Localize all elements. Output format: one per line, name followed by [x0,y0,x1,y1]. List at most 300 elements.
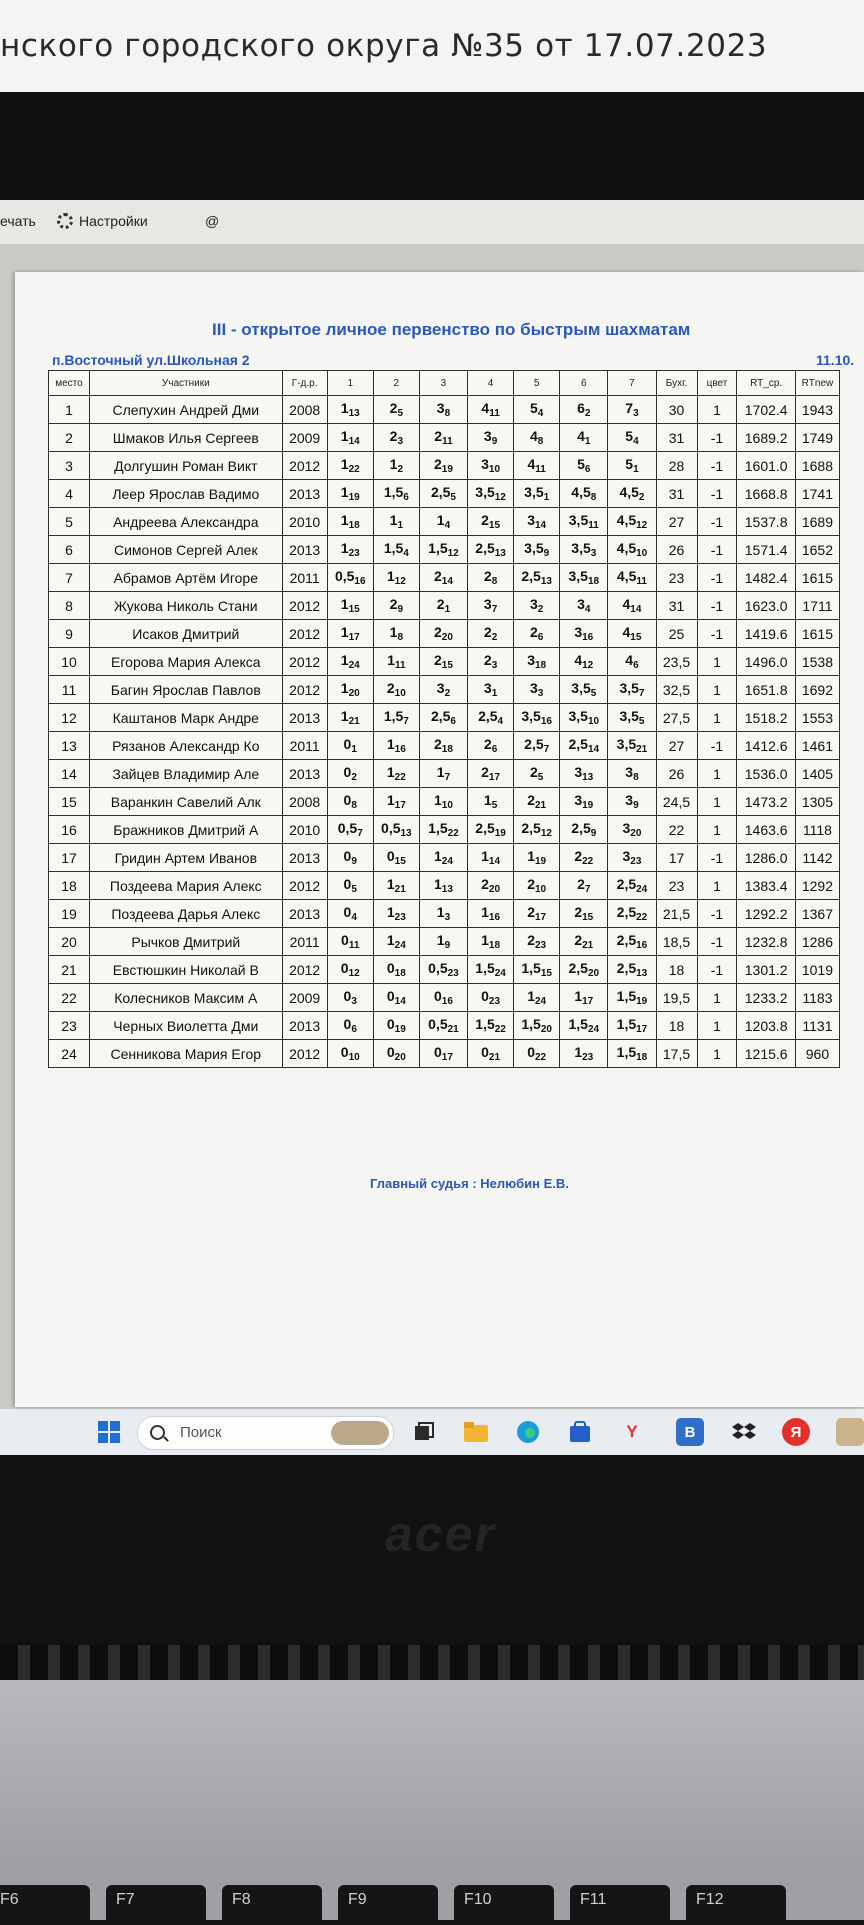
round-score: 5 [577,456,585,472]
round-result [560,704,608,732]
buchholz: 22 [656,816,697,844]
round-result [468,508,514,536]
opponent-number: 15 [582,912,594,923]
round-score: 0 [527,1044,535,1060]
round-score: 1,5 [521,960,541,976]
header-cell: 3 [419,371,467,396]
round-result [373,592,419,620]
round-result [608,816,656,844]
header-cell: RTnew [795,371,839,396]
opponent-number: 20 [441,632,453,643]
round-score: 4,5 [616,568,637,584]
chief-judge: Главный судья : Нелюбин Е.В. [370,1176,569,1191]
opponent-number: 11 [489,408,500,419]
round-result [468,1012,514,1040]
opponent-number: 23 [535,940,547,951]
birth-year: 2012 [282,956,327,984]
header-cell: 4 [468,371,514,396]
opponent-number: 18 [587,576,600,587]
round-result [560,648,608,676]
at-icon[interactable]: @ [205,213,220,229]
opponent-number: 16 [394,744,406,755]
edge-browser-icon[interactable] [514,1418,542,1446]
round-result [514,536,560,564]
opponent-number: 5 [397,408,403,419]
opponent-number: 17 [535,912,547,923]
round-score: 0 [341,932,349,948]
table-row [49,424,840,452]
round-score: 3,5 [568,512,589,528]
round-result [560,620,608,648]
participant-name: Жукова Николь Стани [89,592,282,620]
place-cell: 4 [49,480,90,508]
rating-average: 1496.0 [737,648,795,676]
place-cell: 24 [49,1040,90,1068]
opponent-number: 24 [348,660,360,671]
opponent-number: 6 [403,492,409,503]
round-result [373,1012,419,1040]
participant-name: Леер Ярослав Вадимо [89,480,282,508]
rating-average: 1482.4 [737,564,795,592]
round-result [327,648,373,676]
settings-label: Настройки [79,213,148,229]
round-result [327,508,373,536]
round-score: 1,5 [568,1016,588,1032]
round-score: 2,5 [616,932,637,948]
round-result [327,396,373,424]
round-score: 3 [527,512,535,528]
round-result [327,1012,373,1040]
round-score: 0 [343,876,352,892]
round-score: 1,5 [428,820,448,836]
opponent-number: 6 [450,716,456,727]
opponent-number: 18 [488,940,501,951]
participant-name: Рязанов Александр Ко [89,732,282,760]
taskbar-search[interactable] [137,1416,394,1450]
opponent-number: 22 [494,1024,506,1035]
opponent-number: 3 [397,436,403,447]
search-icon [150,1425,165,1440]
color-cell: 1 [697,704,737,732]
round-result [327,480,373,508]
round-score: 0 [386,960,395,976]
rating-new: 1131 [795,1012,839,1040]
birth-year: 2012 [282,872,327,900]
round-score: 2,5 [475,820,495,836]
round-result [560,452,608,480]
round-score: 0 [340,1044,349,1060]
rating-average: 1668.8 [737,480,795,508]
taskbar [0,1409,864,1455]
round-result [608,956,656,984]
round-score: 2,5 [478,708,498,724]
birth-year: 2011 [282,928,327,956]
color-cell: -1 [697,536,737,564]
birth-year: 2013 [282,480,327,508]
round-result [560,592,608,620]
rating-new: 1749 [795,424,839,452]
round-result [560,396,608,424]
place-cell: 10 [49,648,90,676]
round-result [327,620,373,648]
opponent-number: 9 [633,800,639,811]
rating-new: 1305 [795,788,839,816]
round-result [608,396,656,424]
opponent-number: 19 [494,828,506,839]
opponent-number: 14 [394,996,406,1007]
dropbox-icon[interactable] [730,1418,758,1446]
table-row [49,1012,840,1040]
buchholz: 23,5 [656,648,697,676]
opponent-number: 13 [636,968,648,979]
round-result [560,1040,608,1068]
round-result [608,564,656,592]
table-row [49,732,840,760]
round-score: 1 [481,932,489,948]
color-cell: 1 [697,816,737,844]
opponent-number: 9 [444,940,451,951]
round-result [419,704,467,732]
round-result [373,760,419,788]
opponent-number: 20 [540,1024,552,1035]
round-result [419,1012,467,1040]
round-result [419,984,467,1012]
print-button[interactable]: ечать [0,213,36,229]
color-cell: 1 [697,760,737,788]
round-score: 1 [433,848,442,864]
opponent-number: 7 [543,744,550,755]
round-result [327,928,373,956]
round-score: 1 [340,652,349,668]
round-result [327,676,373,704]
yandex-icon[interactable]: Я [782,1418,810,1446]
participant-name: Андреева Александра [89,508,282,536]
round-result [419,452,467,480]
round-score: 1 [386,876,395,892]
round-score: 2 [386,680,395,696]
place-cell: 1 [49,396,90,424]
round-result [327,844,373,872]
rating-average: 1601.0 [737,452,795,480]
opponent-number: 4 [351,912,357,923]
rating-average: 1215.6 [737,1040,795,1068]
round-result [327,816,373,844]
round-result [327,872,373,900]
round-score: 2,5 [568,736,588,752]
round-score: 2 [389,596,398,612]
rating-new: 1019 [795,956,839,984]
function-key: F11 [570,1885,670,1925]
round-score: 4,5 [571,484,591,500]
table-row [49,900,840,928]
round-result [373,424,419,452]
laptop-deck [0,1680,864,1855]
round-result [419,620,467,648]
opponent-number: 23 [394,912,406,923]
browser-b-icon[interactable]: B [676,1418,704,1446]
place-cell: 7 [49,564,90,592]
round-score: 3 [481,456,489,472]
round-score: 1,5 [521,1016,541,1032]
round-score: 2 [436,596,445,612]
round-result [373,704,419,732]
round-score: 0 [433,1044,442,1060]
round-score: 1,5 [616,988,637,1004]
round-score: 1,5 [383,708,404,724]
round-score: 7 [625,400,634,416]
opponent-number: 10 [587,716,600,727]
opponent-number: 20 [587,968,600,979]
round-result [468,536,514,564]
opponent-number: 14 [587,744,600,755]
opponent-number: 8 [537,436,544,447]
opponent-number: 15 [488,520,501,531]
opponent-number: 21 [394,884,406,895]
rating-average: 1301.2 [737,956,795,984]
header-cell: 6 [560,371,608,396]
round-score: 2 [527,876,535,892]
round-score: 1 [386,932,395,948]
round-score: 1 [389,512,398,528]
round-result [419,928,467,956]
opponent-number: 6 [491,744,498,755]
opponent-number: 18 [636,1052,648,1063]
round-score: 1 [481,904,489,920]
opponent-number: 17 [582,996,594,1007]
table-row [49,564,840,592]
opponent-number: 14 [348,436,360,447]
round-score: 4 [622,624,631,640]
round-result [373,732,419,760]
screen [0,200,864,1455]
rating-new: 1615 [795,564,839,592]
round-result [560,480,608,508]
opponent-number: 12 [447,548,459,559]
round-score: 5 [625,428,634,444]
round-score: 1,5 [475,1016,495,1032]
round-result [373,984,419,1012]
opponent-number: 12 [348,968,360,979]
app-icon[interactable] [836,1418,864,1446]
round-result [468,844,514,872]
round-result [514,508,560,536]
round-result [514,592,560,620]
place-cell: 18 [49,872,90,900]
place-cell: 5 [49,508,90,536]
round-result [514,844,560,872]
round-result [608,424,656,452]
rating-average: 1571.4 [737,536,795,564]
task-view-icon[interactable] [410,1418,438,1446]
round-result [514,452,560,480]
round-result [468,732,514,760]
opponent-number: 15 [441,660,453,671]
round-score: 3,5 [568,708,588,724]
opponent-number: 10 [488,464,501,475]
round-result [514,928,560,956]
round-result [373,480,419,508]
round-score: 4 [527,456,536,472]
participant-name: Багин Ярослав Павлов [89,676,282,704]
opponent-number: 13 [582,772,594,783]
round-result [419,1040,467,1068]
opponent-number: 5 [638,716,645,727]
rating-average: 1286.0 [737,844,795,872]
opponent-number: 9 [351,856,357,867]
place-cell: 2 [49,424,90,452]
table-row [49,452,840,480]
buchholz: 27 [656,732,697,760]
round-result [608,592,656,620]
opponent-number: 20 [394,1052,406,1063]
round-score: 1 [340,708,349,724]
buchholz: 31 [656,592,697,620]
opponent-number: 8 [633,772,639,783]
place-cell: 20 [49,928,90,956]
birth-year: 2013 [282,760,327,788]
opponent-number: 9 [543,548,550,559]
round-result [608,844,656,872]
opponent-number: 4 [403,548,409,559]
table-row [49,620,840,648]
rating-new: 1553 [795,704,839,732]
round-result [373,928,419,956]
place-cell: 17 [49,844,90,872]
rating-new: 1292 [795,872,839,900]
preview-area [0,244,864,1409]
round-score: 3,5 [568,568,588,584]
rating-average: 1383.4 [737,872,795,900]
round-score: 2 [529,624,538,640]
round-score: 2,5 [616,960,637,976]
opponent-number: 1 [633,464,639,475]
round-result [560,956,608,984]
round-score: 3 [529,680,538,696]
opponent-number: 19 [636,996,648,1007]
participant-name: Колесников Максим А [89,984,282,1012]
round-result [327,424,373,452]
round-result [514,732,560,760]
round-result [419,872,467,900]
file-explorer-icon[interactable] [462,1418,490,1446]
round-result [373,508,419,536]
birth-year: 2011 [282,564,327,592]
buchholz: 18 [656,956,697,984]
opponent-number: 20 [630,828,642,839]
participant-name: Гридин Артем Иванов [89,844,282,872]
opponent-number: 17 [348,632,360,643]
opponent-number: 24 [441,856,453,867]
round-score: 5 [529,400,538,416]
birth-year: 2011 [282,732,327,760]
round-result [560,732,608,760]
header-cell: 5 [514,371,560,396]
opponent-number: 13 [494,548,506,559]
round-score: 2,5 [521,820,541,836]
round-score: 3,5 [619,708,639,724]
round-result [608,620,656,648]
round-result [327,956,373,984]
yandex-browser-icon[interactable]: Y [626,1422,638,1441]
search-highlight-image [331,1421,389,1445]
rating-average: 1292.2 [737,900,795,928]
round-result [560,844,608,872]
rating-average: 1233.2 [737,984,795,1012]
round-result [608,508,656,536]
function-key: F6 [0,1885,90,1925]
round-result [419,676,467,704]
round-score: 1 [386,904,395,920]
opponent-number: 3 [351,996,357,1007]
opponent-number: 2 [638,492,645,503]
round-result [373,536,419,564]
color-cell: 1 [697,648,737,676]
store-icon[interactable] [566,1418,594,1446]
opponent-number: 11 [394,660,406,671]
place-cell: 12 [49,704,90,732]
rating-new: 1461 [795,732,839,760]
round-result [327,564,373,592]
opponent-number: 7 [638,688,645,699]
opponent-number: 21 [636,744,648,755]
place-cell: 9 [49,620,90,648]
rating-new: 1741 [795,480,839,508]
round-score: 0 [343,792,352,808]
rating-new: 1367 [795,900,839,928]
opponent-number: 2 [537,604,544,615]
round-score: 1 [387,652,395,668]
table-row [49,760,840,788]
opponent-number: 21 [582,940,594,951]
rating-new: 1688 [795,452,839,480]
opponent-number: 21 [447,1024,459,1035]
round-result [608,1040,656,1068]
opponent-number: 20 [348,688,360,699]
round-score: 2,5 [616,904,637,920]
rating-average: 1518.2 [737,704,795,732]
round-score: 1 [389,456,398,472]
buchholz: 32,5 [656,676,697,704]
round-result [514,872,560,900]
round-result [514,900,560,928]
round-score: 4,5 [616,540,637,556]
document-date: 11.10. [816,352,855,368]
header-cell: место [49,371,90,396]
opponent-number: 8 [444,408,451,419]
opponent-number: 7 [403,716,409,727]
round-score: 1 [436,932,445,948]
settings-button[interactable] [57,213,148,229]
opponent-number: 19 [582,800,594,811]
round-result [468,984,514,1012]
buchholz: 31 [656,424,697,452]
round-score: 2 [481,512,489,528]
round-score: 1 [340,512,349,528]
round-score: 1 [433,792,442,808]
round-score: 3 [577,596,585,612]
color-cell: -1 [697,900,737,928]
opponent-number: 17 [394,800,406,811]
rating-new: 1118 [795,816,839,844]
document-title: III - открытое личное первенство по быстрым шахматам [212,320,691,339]
windows-start-icon[interactable] [95,1418,123,1446]
paper-sheet [0,0,864,92]
opponent-number: 5 [590,688,597,699]
round-score: 1 [436,764,445,780]
round-score: 1 [340,484,349,500]
round-result [468,956,514,984]
opponent-number: 13 [441,884,453,895]
